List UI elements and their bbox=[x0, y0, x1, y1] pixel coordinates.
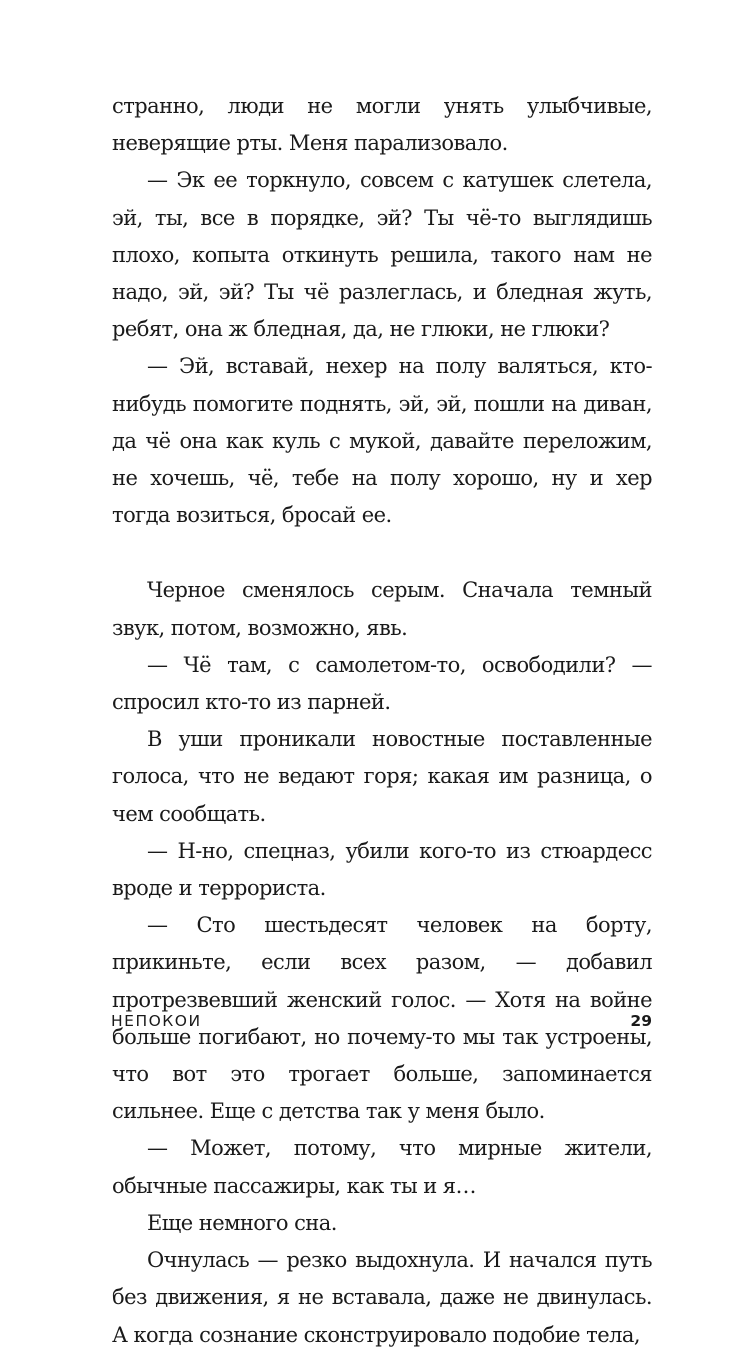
paragraph: Очнулась — резко выдохнула. И начался путь без движения, я не вставала, даже не двинулась. А когда сознание сконструировало подобие тела, bbox=[112, 1248, 652, 1347]
section-break bbox=[112, 534, 652, 572]
paragraph: В уши проникали новостные поставленные голоса, что не ведают горя; какая им разница, о чем сообщать. bbox=[112, 727, 652, 826]
running-footer-book-title: НЕПОКОИ bbox=[111, 1012, 202, 1030]
paragraph: странно, люди не могли унять улыбчивые, неверящие рты. Меня парализовало. bbox=[112, 94, 652, 156]
paragraph: Еще немного сна. bbox=[147, 1210, 337, 1235]
paragraph: — Эй, вставай, нехер на полу валяться, кто-нибудь помогите поднять, эй, эй, пошли на диван, да чё она как куль с мукой, давайте переложим, не хочешь, чё, тебе на полу хорошо, ну и хер тогда возиться, бросай ее. bbox=[112, 354, 652, 528]
page-number: 29 bbox=[630, 1012, 652, 1030]
paragraph: — Сто шестьдесят человек на борту, прикиньте, если всех разом, — добавил протрезвевший женский голос. — Хотя на войне больше погибают, но почему-то мы так устроены, что вот это трогает больше, запоминается сильнее. Еще с детства так у меня было. bbox=[112, 913, 652, 1124]
paragraph: — Может, потому, что мирные жители, обычные пассажиры, как ты и я… bbox=[112, 1136, 652, 1198]
page-body-text bbox=[112, 88, 652, 1354]
paragraph: — Чё там, с самолетом-то, освободили? — спросил кто-то из парней. bbox=[112, 652, 652, 715]
paragraph: Черное сменялось серым. Сначала темный звук, потом, возможно, явь. bbox=[112, 578, 652, 640]
paragraph: — Эк ее торкнуло, совсем с катушек слетела, эй, ты, все в порядке, эй? Ты чё-то выглядишь плохо, копыта откинуть решила, такого нам не надо, эй, эй? Ты чё разлеглась, и бледная жуть, ребят, она ж бледная, да, не глюки, не глюки? bbox=[112, 168, 652, 342]
paragraph: — Н-но, спецназ, убили кого-то из стюардесс вроде и террориста. bbox=[112, 838, 652, 901]
